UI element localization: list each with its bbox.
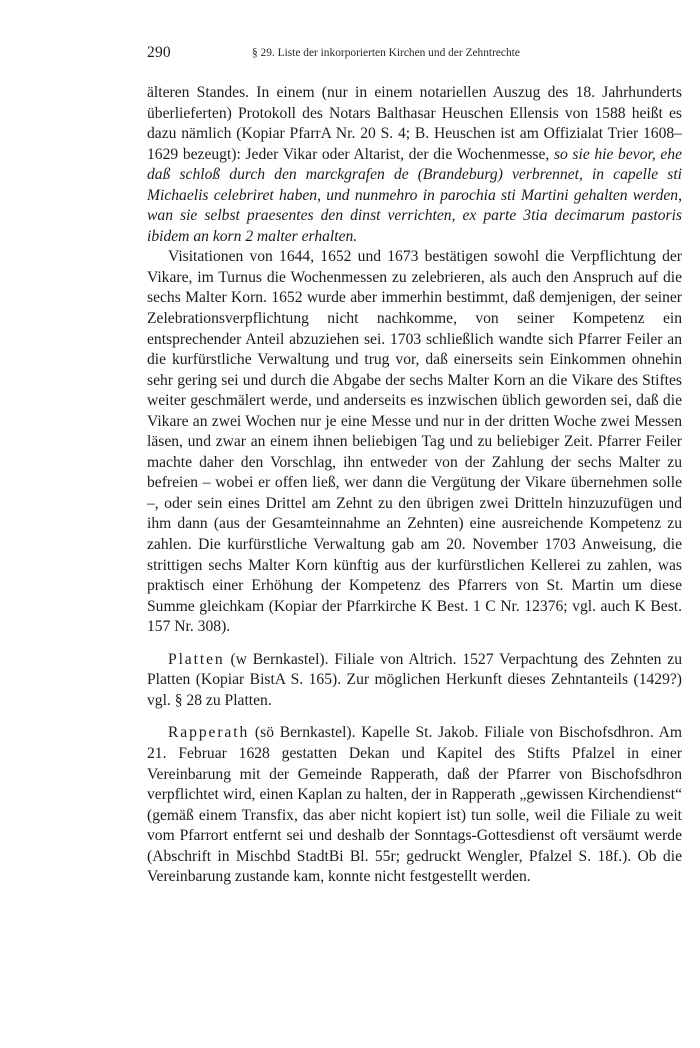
entry-platten — [147, 650, 682, 712]
paragraph-visitationen — [147, 247, 682, 637]
text-run: älteren Standes. In einem (nur in einem notariellen Auszug des 18. Jahrhunderts überlieferten) Protokoll des Notars Balthasar Heuschen Ellensis von 1588 heißt es dazu nämlich (Kopiar PfarrA Nr. 20 S. 4; B. Heuschen ist am Offizialat Trier 1608–1629 bezeugt): Jeder Vikar oder Altarist, der die Wochenmesse, — [147, 84, 682, 163]
text-run: (w Bernkastel). Filiale von Altrich. 1527 Verpachtung des Zehnten zu Platten (Kopiar BistA S. 165). Zur möglichen Herkunft dieses Zehntanteils (1429?) vgl. § 28 zu Platten. — [147, 650, 682, 709]
entry-rapperath — [147, 723, 682, 887]
body-text — [147, 83, 682, 888]
page-header — [147, 44, 682, 66]
text-run: Visitationen von 1644, 1652 und 1673 bestätigen sowohl die Verpflichtung der Vikare, im Turnus die Wochenmessen zu zelebrieren, als auch den Anspruch auf die sechs Malter Korn. 1652 wurde aber immerhin bestimmt, daß demjenigen, der seiner Zelebrationsverpflichtung nicht nachkomme, von seiner Kompetenz ein entsprechender Anteil abzuziehen sei. 1703 schließlich wandte sich Pfarrer Feiler an die kurfürstliche Verwaltung und trug vor, daß einerseits sein Einkommen ohnehin sehr gering sei und durch die Abgabe der sechs Malter Korn an die Vikare des Stiftes weiter geschmälert werde, und anderseits es inzwischen üblich geworden sei, daß die Vikare an zwei Wochen nur je eine Messe und nur in der dritten Woche zwei Messen läsen, und zwar an einem ihnen beliebigen Tag und zu beliebiger Zeit. Pfarrer Feiler machte daher den Vorschlag, ihn entweder von der Zahlung der sechs Malter zu befreien – wobei er offen ließ, wer dann die Vergütung der Vikare übernehmen solle –, oder sein eines Drittel am Zehnt zu den übrigen zwei Dritteln hinzuzufügen und ihm dann (aus der Gesamteinnahme an Zehnten) eine ausreichende Kompetenz zu zahlen. Die kurfürstliche Verwaltung gab am 20. November 1703 Anweisung, die strittigen sechs Malter Korn künftig aus der kurfürstlichen Kellerei zu zahlen, was praktisch einer Erhöhung der Kompetenz des Pfarrers von St. Martin um diese Summe gleichkam (Kopiar der Pfarrkirche K Best. 1 C Nr. 12376; vgl. auch K Best. 157 Nr. 308). — [147, 248, 682, 636]
entry-heading: Rapperath — [168, 724, 250, 742]
page-number: 290 — [147, 44, 171, 61]
paragraph-continuation — [147, 83, 682, 247]
text-run: (sö Bernkastel). Kapelle St. Jakob. Filiale von Bischofsdhron. Am 21. Februar 1628 gestatten Dekan und Kapitel des Stifts Pfalzel in einer Vereinbarung mit der Gemeinde Rapperath, daß der Pfarrer von Bischofsdhron verpflichtet wird, einen Kaplan zu halten, der in Rapperath „gewissen Kirchendienst“ (gemäß einem Transfix, das aber nicht kopiert ist) tun solle, weil die Filiale zu weit vom Pfarrort entfernt sei und deshalb der Sonntags-Gottesdienst oft versäumt werde (Abschrift in Mischbd StadtBi Bl. 55r; gedruckt Wengler, Pfalzel S. 18f.). Ob die Vereinbarung zustande kam, konnte nicht festgestellt werden. — [147, 724, 682, 886]
running-head: § 29. Liste der inkorporierten Kirchen und der Zehntrechte — [252, 47, 520, 59]
entry-heading: Platten — [168, 650, 225, 668]
quotation-italic: so sie hie bevor, ehe daß schloß durch den marckgrafen de (Brandeburg) verbrennet, in capelle sti Michaelis celebriret haben, und nunmehro in parochia sti Martini gehalten werden, wan sie selbst praesentes den dinst verrichten, ex parte 3tia decimarum pastoris ibidem an korn 2 malter erhalten. — [147, 145, 682, 245]
